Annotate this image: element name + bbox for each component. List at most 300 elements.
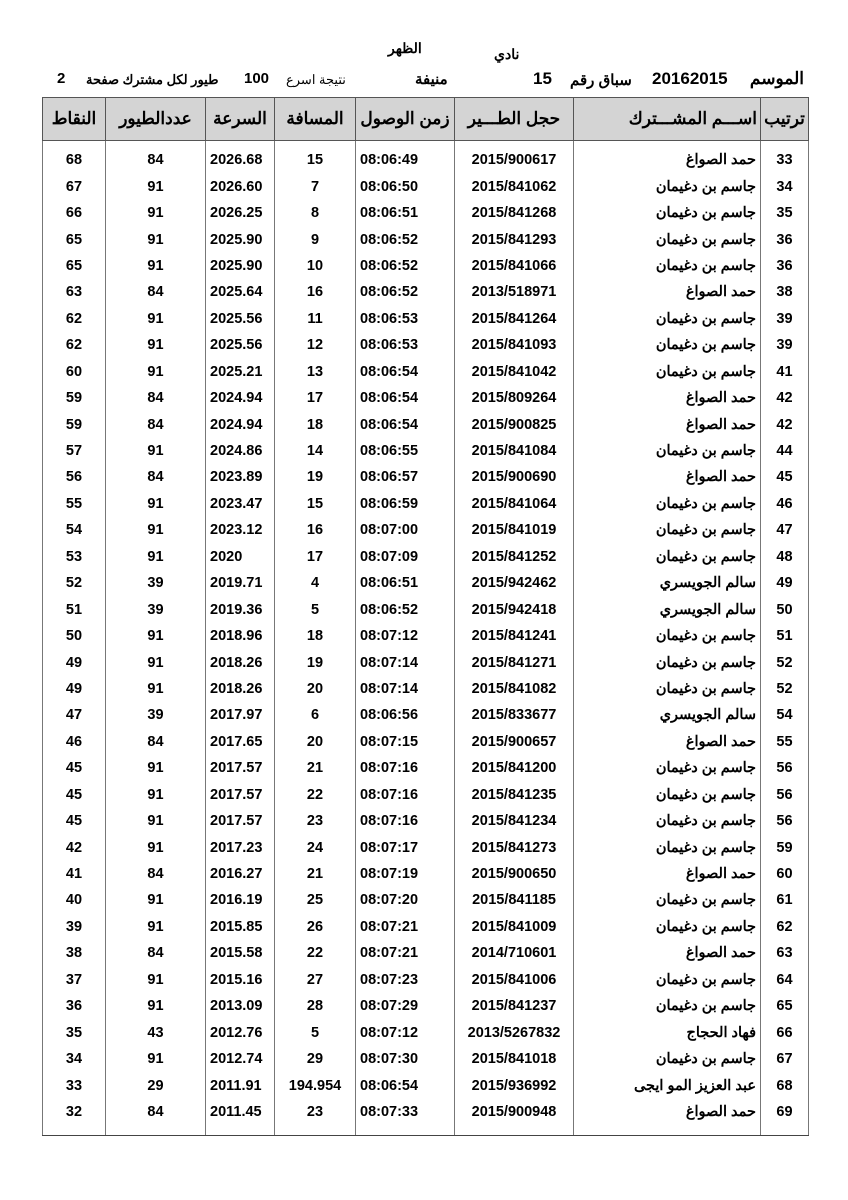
cell-speed: 2024.94 [206,411,275,437]
cell-rank: 56 [761,755,809,781]
table-row [43,940,809,966]
cell-rank: 36 [761,253,809,279]
cell-arrival-time: 08:07:14 [356,676,455,702]
cell-distance: 10 [275,253,356,279]
cell-bird-count: 84 [106,1099,206,1136]
cell-arrival-time: 08:07:00 [356,517,455,543]
cell-rank: 64 [761,967,809,993]
cell-arrival-time: 08:06:50 [356,173,455,199]
cell-participant: جاسم بن دغيمان [574,914,761,940]
cell-speed: 2015.16 [206,967,275,993]
cell-ring: 2015/841237 [455,993,574,1019]
col-arrival-time: زمن الوصول [356,98,455,141]
cell-ring: 2013/518971 [455,279,574,305]
cell-rank: 46 [761,491,809,517]
cell-participant: جاسم بن دغيمان [574,226,761,252]
cell-speed: 2023.47 [206,491,275,517]
cell-arrival-time: 08:06:59 [356,491,455,517]
cell-bird-count: 84 [106,141,206,174]
cell-speed: 2025.21 [206,359,275,385]
table-row [43,544,809,570]
cell-points: 45 [43,782,106,808]
cell-bird-count: 91 [106,306,206,332]
table-row [43,279,809,305]
cell-arrival-time: 08:07:21 [356,940,455,966]
table-header-row [43,98,809,141]
cell-speed: 2015.85 [206,914,275,940]
cell-bird-count: 91 [106,544,206,570]
cell-rank: 33 [761,141,809,174]
cell-ring: 2015/841084 [455,438,574,464]
cell-ring: 2015/841009 [455,914,574,940]
table-row [43,755,809,781]
cell-speed: 2019.36 [206,596,275,622]
cell-points: 42 [43,834,106,860]
cell-rank: 39 [761,306,809,332]
cell-bird-count: 84 [106,729,206,755]
cell-ring: 2015/841064 [455,491,574,517]
cell-participant: سالم الجويسري [574,596,761,622]
cell-arrival-time: 08:07:16 [356,782,455,808]
cell-rank: 41 [761,359,809,385]
cell-rank: 62 [761,914,809,940]
cell-bird-count: 91 [106,967,206,993]
cell-speed: 2025.90 [206,253,275,279]
cell-arrival-time: 08:07:12 [356,623,455,649]
cell-arrival-time: 08:06:54 [356,411,455,437]
cell-speed: 2018.26 [206,649,275,675]
cell-rank: 67 [761,1046,809,1072]
cell-ring: 2015/833677 [455,702,574,728]
table-row [43,1046,809,1072]
cell-bird-count: 91 [106,173,206,199]
cell-points: 59 [43,385,106,411]
cell-rank: 36 [761,226,809,252]
cell-ring: 2015/841185 [455,887,574,913]
cell-speed: 2025.56 [206,306,275,332]
cell-arrival-time: 08:07:17 [356,834,455,860]
cell-ring: 2015/841241 [455,623,574,649]
cell-participant: حمد الصواغ [574,729,761,755]
cell-bird-count: 91 [106,808,206,834]
cell-rank: 49 [761,570,809,596]
table-row [43,517,809,543]
col-distance: المسافة [275,98,356,141]
cell-ring: 2015/841293 [455,226,574,252]
cell-rank: 65 [761,993,809,1019]
table-row [43,834,809,860]
cell-participant: جاسم بن دغيمان [574,359,761,385]
cell-distance: 12 [275,332,356,358]
cell-distance: 16 [275,279,356,305]
cell-distance: 18 [275,411,356,437]
cell-rank: 34 [761,173,809,199]
cell-rank: 56 [761,782,809,808]
cell-bird-count: 91 [106,200,206,226]
cell-bird-count: 84 [106,464,206,490]
cell-rank: 60 [761,861,809,887]
cell-ring: 2015/942462 [455,570,574,596]
cell-arrival-time: 08:06:54 [356,1072,455,1098]
cell-speed: 2015.58 [206,940,275,966]
cell-rank: 68 [761,1072,809,1098]
table-row [43,808,809,834]
cell-points: 46 [43,729,106,755]
cell-speed: 2026.60 [206,173,275,199]
cell-rank: 38 [761,279,809,305]
cell-distance: 17 [275,544,356,570]
cell-distance: 25 [275,887,356,913]
cell-arrival-time: 08:06:55 [356,438,455,464]
cell-bird-count: 91 [106,834,206,860]
cell-distance: 14 [275,438,356,464]
table-row [43,967,809,993]
table-row [43,914,809,940]
cell-ring: 2015/841268 [455,200,574,226]
cell-bird-count: 91 [106,332,206,358]
cell-participant: جاسم بن دغيمان [574,332,761,358]
cell-ring: 2015/841018 [455,1046,574,1072]
cell-distance: 21 [275,755,356,781]
cell-speed: 2016.19 [206,887,275,913]
cell-rank: 35 [761,200,809,226]
cell-speed: 2023.89 [206,464,275,490]
cell-points: 67 [43,173,106,199]
col-participant: اســـم المشـــترك [574,98,761,141]
cell-points: 40 [43,887,106,913]
race-number: 15 [533,69,552,88]
cell-speed: 2017.57 [206,782,275,808]
cell-points: 49 [43,676,106,702]
cell-rank: 52 [761,649,809,675]
cell-ring: 2015/841235 [455,782,574,808]
cell-bird-count: 91 [106,359,206,385]
cell-speed: 2012.76 [206,1019,275,1045]
cell-arrival-time: 08:07:20 [356,887,455,913]
cell-ring: 2015/900650 [455,861,574,887]
cell-points: 53 [43,544,106,570]
cell-distance: 28 [275,993,356,1019]
cell-speed: 2017.57 [206,755,275,781]
col-points: النقاط [43,98,106,141]
cell-points: 57 [43,438,106,464]
cell-arrival-time: 08:07:14 [356,649,455,675]
cell-points: 50 [43,623,106,649]
cell-bird-count: 91 [106,914,206,940]
cell-points: 52 [43,570,106,596]
cell-bird-count: 91 [106,755,206,781]
cell-bird-count: 91 [106,993,206,1019]
cell-participant: جاسم بن دغيمان [574,808,761,834]
cell-participant: حمد الصواغ [574,1099,761,1136]
cell-points: 45 [43,808,106,834]
page-number: 2 [57,70,66,87]
cell-arrival-time: 08:06:54 [356,385,455,411]
cell-distance: 4 [275,570,356,596]
table-row [43,306,809,332]
col-ring: حجل الطـــير [455,98,574,141]
race-label: سباق رقم [570,72,632,89]
cell-arrival-time: 08:07:29 [356,993,455,1019]
cell-distance: 194.954 [275,1072,356,1098]
cell-participant: جاسم بن دغيمان [574,200,761,226]
cell-ring: 2015/900617 [455,141,574,174]
table-row [43,861,809,887]
cell-arrival-time: 08:07:16 [356,755,455,781]
cell-bird-count: 91 [106,676,206,702]
table-row [43,782,809,808]
cell-participant: جاسم بن دغيمان [574,834,761,860]
cell-arrival-time: 08:07:33 [356,1099,455,1136]
cell-ring: 2015/936992 [455,1072,574,1098]
cell-distance: 19 [275,464,356,490]
cell-speed: 2024.94 [206,385,275,411]
cell-bird-count: 91 [106,782,206,808]
cell-arrival-time: 08:07:09 [356,544,455,570]
cell-speed: 2013.09 [206,993,275,1019]
race-location: منيفة [415,71,448,88]
cell-participant: جاسم بن دغيمان [574,306,761,332]
cell-ring: 2015/942418 [455,596,574,622]
cell-participant: سالم الجويسري [574,702,761,728]
season-label: الموسم [749,69,804,88]
table-row [43,729,809,755]
cell-distance: 27 [275,967,356,993]
cell-bird-count: 91 [106,517,206,543]
cell-participant: فهاد الحجاج [574,1019,761,1045]
cell-speed: 2020 [206,544,275,570]
cell-arrival-time: 08:07:30 [356,1046,455,1072]
cell-arrival-time: 08:06:54 [356,359,455,385]
cell-ring: 2015/841006 [455,967,574,993]
club-name: الظهر [388,40,422,56]
cell-distance: 15 [275,491,356,517]
cell-bird-count: 39 [106,596,206,622]
table-row [43,141,809,174]
cell-distance: 5 [275,596,356,622]
cell-ring: 2015/809264 [455,385,574,411]
table-row [43,438,809,464]
cell-points: 60 [43,359,106,385]
cell-bird-count: 29 [106,1072,206,1098]
cell-distance: 29 [275,1046,356,1072]
cell-distance: 23 [275,808,356,834]
cell-rank: 39 [761,332,809,358]
cell-bird-count: 43 [106,1019,206,1045]
cell-participant: جاسم بن دغيمان [574,438,761,464]
cell-bird-count: 91 [106,1046,206,1072]
cell-speed: 2024.86 [206,438,275,464]
cell-rank: 59 [761,834,809,860]
cell-participant: جاسم بن دغيمان [574,993,761,1019]
table-row [43,359,809,385]
table-row [43,649,809,675]
cell-points: 47 [43,702,106,728]
cell-rank: 54 [761,702,809,728]
cell-ring: 2015/841271 [455,649,574,675]
cell-ring: 2015/900690 [455,464,574,490]
cell-ring: 2014/710601 [455,940,574,966]
cell-points: 65 [43,226,106,252]
cell-participant: عبد العزيز المو ايجى [574,1072,761,1098]
results-table [42,97,809,1136]
cell-participant: جاسم بن دغيمان [574,676,761,702]
cell-points: 36 [43,993,106,1019]
cell-ring: 2015/841252 [455,544,574,570]
cell-ring: 2013/5267832 [455,1019,574,1045]
cell-points: 32 [43,1099,106,1136]
cell-participant: جاسم بن دغيمان [574,649,761,675]
cell-speed: 2025.56 [206,332,275,358]
table-row [43,226,809,252]
cell-participant: جاسم بن دغيمان [574,755,761,781]
cell-distance: 11 [275,306,356,332]
cell-speed: 2016.27 [206,861,275,887]
cell-distance: 22 [275,782,356,808]
cell-arrival-time: 08:06:51 [356,570,455,596]
cell-ring: 2015/841062 [455,173,574,199]
cell-participant: جاسم بن دغيمان [574,623,761,649]
table-row [43,676,809,702]
club-label: نادي [494,46,520,62]
table-row [43,702,809,728]
cell-arrival-time: 08:06:52 [356,279,455,305]
cell-ring: 2015/900948 [455,1099,574,1136]
cell-arrival-time: 08:06:56 [356,702,455,728]
cell-points: 34 [43,1046,106,1072]
cell-distance: 21 [275,861,356,887]
cell-distance: 7 [275,173,356,199]
cell-participant: حمد الصواغ [574,861,761,887]
col-rank: ترتيب [761,98,809,141]
cell-arrival-time: 08:06:53 [356,306,455,332]
cell-distance: 6 [275,702,356,728]
cell-distance: 18 [275,623,356,649]
cell-participant: جاسم بن دغيمان [574,1046,761,1072]
cell-arrival-time: 08:07:12 [356,1019,455,1045]
cell-rank: 63 [761,940,809,966]
cell-bird-count: 91 [106,491,206,517]
cell-participant: جاسم بن دغيمان [574,967,761,993]
cell-ring: 2015/841200 [455,755,574,781]
cell-speed: 2017.57 [206,808,275,834]
cell-distance: 8 [275,200,356,226]
cell-arrival-time: 08:06:57 [356,464,455,490]
cell-distance: 20 [275,676,356,702]
cell-points: 63 [43,279,106,305]
cell-arrival-time: 08:06:53 [356,332,455,358]
cell-arrival-time: 08:06:52 [356,253,455,279]
cell-points: 49 [43,649,106,675]
cell-bird-count: 39 [106,702,206,728]
table-row [43,887,809,913]
result-label: نتيجة اسرع [286,72,346,87]
cell-participant: جاسم بن دغيمان [574,173,761,199]
table-row [43,173,809,199]
cell-participant: جاسم بن دغيمان [574,887,761,913]
cell-participant: جاسم بن دغيمان [574,544,761,570]
cell-distance: 16 [275,517,356,543]
cell-rank: 44 [761,438,809,464]
table-row [43,411,809,437]
cell-rank: 50 [761,596,809,622]
cell-arrival-time: 08:07:15 [356,729,455,755]
table-row [43,253,809,279]
table-row [43,385,809,411]
cell-points: 55 [43,491,106,517]
cell-ring: 2015/841042 [455,359,574,385]
cell-participant: جاسم بن دغيمان [574,517,761,543]
cell-rank: 61 [761,887,809,913]
cell-speed: 2025.90 [206,226,275,252]
cell-participant: حمد الصواغ [574,940,761,966]
cell-participant: جاسم بن دغيمان [574,491,761,517]
cell-rank: 48 [761,544,809,570]
cell-ring: 2015/841093 [455,332,574,358]
cell-participant: جاسم بن دغيمان [574,782,761,808]
cell-rank: 52 [761,676,809,702]
cell-arrival-time: 08:06:52 [356,596,455,622]
cell-points: 39 [43,914,106,940]
cell-rank: 66 [761,1019,809,1045]
cell-participant: حمد الصواغ [574,385,761,411]
cell-points: 56 [43,464,106,490]
birds-count: 100 [244,70,270,87]
cell-points: 37 [43,967,106,993]
table-row [43,464,809,490]
cell-speed: 2025.64 [206,279,275,305]
cell-bird-count: 91 [106,226,206,252]
cell-points: 59 [43,411,106,437]
cell-points: 41 [43,861,106,887]
cell-ring: 2015/841234 [455,808,574,834]
table-row [43,332,809,358]
cell-speed: 2011.45 [206,1099,275,1136]
cell-distance: 17 [275,385,356,411]
cell-participant: حمد الصواغ [574,411,761,437]
cell-speed: 2017.97 [206,702,275,728]
cell-arrival-time: 08:07:19 [356,861,455,887]
table-row [43,200,809,226]
cell-speed: 2019.71 [206,570,275,596]
table-row [43,491,809,517]
cell-participant: جاسم بن دغيمان [574,253,761,279]
cell-rank: 56 [761,808,809,834]
cell-participant: حمد الصواغ [574,141,761,174]
cell-arrival-time: 08:07:16 [356,808,455,834]
cell-speed: 2023.12 [206,517,275,543]
cell-points: 65 [43,253,106,279]
table-row [43,993,809,1019]
cell-bird-count: 91 [106,253,206,279]
cell-distance: 24 [275,834,356,860]
cell-bird-count: 84 [106,940,206,966]
cell-ring: 2015/841273 [455,834,574,860]
cell-speed: 2017.65 [206,729,275,755]
cell-rank: 55 [761,729,809,755]
cell-participant: حمد الصواغ [574,464,761,490]
cell-distance: 15 [275,141,356,174]
cell-arrival-time: 08:06:52 [356,226,455,252]
cell-ring: 2015/841264 [455,306,574,332]
table-row [43,1099,809,1136]
cell-participant: سالم الجويسري [574,570,761,596]
cell-distance: 5 [275,1019,356,1045]
cell-distance: 23 [275,1099,356,1136]
cell-points: 62 [43,306,106,332]
cell-points: 45 [43,755,106,781]
table-row [43,596,809,622]
